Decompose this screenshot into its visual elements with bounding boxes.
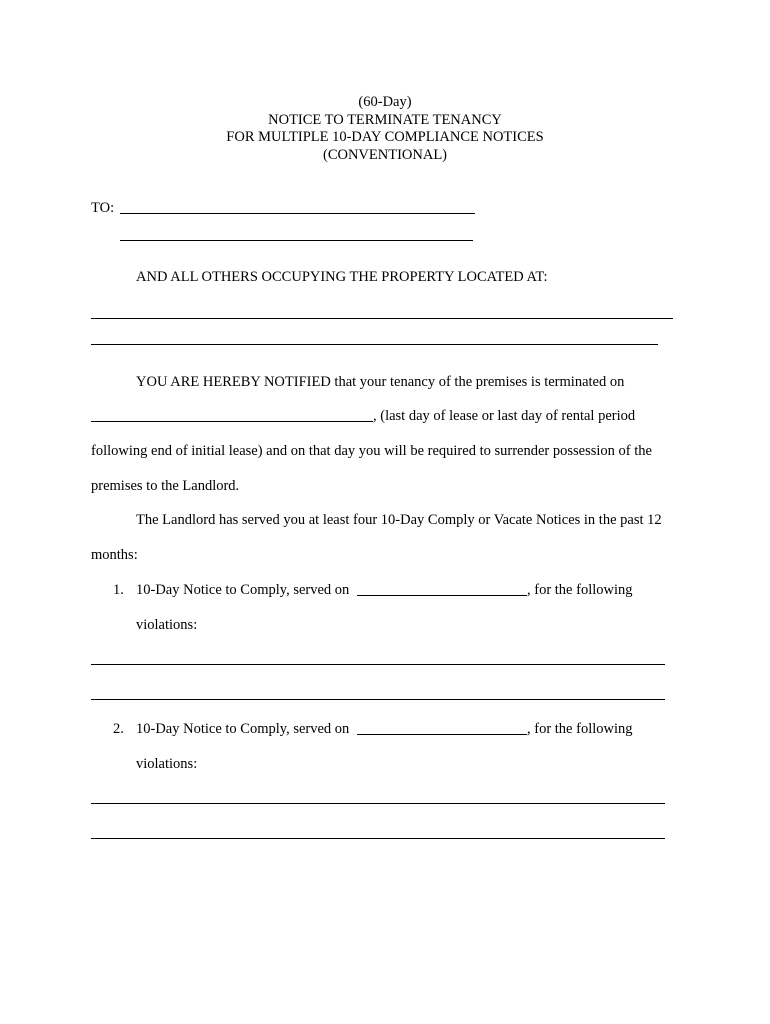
notice-para2-line1: The Landlord has served you at least four 10-Day Comply or Vacate Notices in the past 12	[136, 512, 662, 528]
violation-2-following-text: , for the following	[527, 721, 633, 737]
notice-para1-line3: following end of initial lease) and on that day you will be required to surrender possession of the	[91, 443, 652, 459]
violation-1-description-field-2[interactable]	[91, 699, 665, 700]
violation-2-served-text: 10-Day Notice to Comply, served on	[136, 721, 350, 737]
violation-2-description-field-1[interactable]	[91, 803, 665, 804]
violation-1-following-text: , for the following	[527, 582, 633, 598]
notice-para1-line4: premises to the Landlord.	[91, 478, 240, 494]
property-address-field-2[interactable]	[91, 344, 658, 345]
header-subtitle: FOR MULTIPLE 10-DAY COMPLIANCE NOTICES	[226, 129, 544, 145]
property-address-field-1[interactable]	[91, 318, 673, 319]
violation-1-label: violations:	[136, 617, 198, 633]
header-type: (CONVENTIONAL)	[322, 147, 448, 163]
violation-2-number: 2.	[113, 721, 124, 737]
notice-para2-line2: months:	[91, 547, 138, 563]
violation-1-date-field[interactable]	[357, 595, 527, 596]
violation-2-date-field[interactable]	[357, 734, 527, 735]
violation-2-label: violations:	[136, 756, 198, 772]
violation-1-number: 1.	[113, 582, 124, 598]
violation-1-description-field-1[interactable]	[91, 664, 665, 665]
to-name-field-2[interactable]	[120, 240, 473, 241]
violation-1-served-text: 10-Day Notice to Comply, served on	[136, 582, 350, 598]
notice-para1-line1: YOU ARE HEREBY NOTIFIED that your tenancy of the premises is terminated on	[136, 374, 625, 390]
to-label: TO:	[91, 200, 115, 216]
occupants-text: AND ALL OTHERS OCCUPYING THE PROPERTY LOCATED AT:	[136, 269, 548, 285]
header-title: NOTICE TO TERMINATE TENANCY	[268, 112, 502, 128]
header-line-60-day: (60-Day)	[358, 94, 412, 110]
notice-para1-line2: , (last day of lease or last day of rental period	[373, 408, 636, 424]
to-name-field-1[interactable]	[120, 213, 475, 214]
termination-date-field[interactable]	[91, 421, 373, 422]
violation-2-description-field-2[interactable]	[91, 838, 665, 839]
